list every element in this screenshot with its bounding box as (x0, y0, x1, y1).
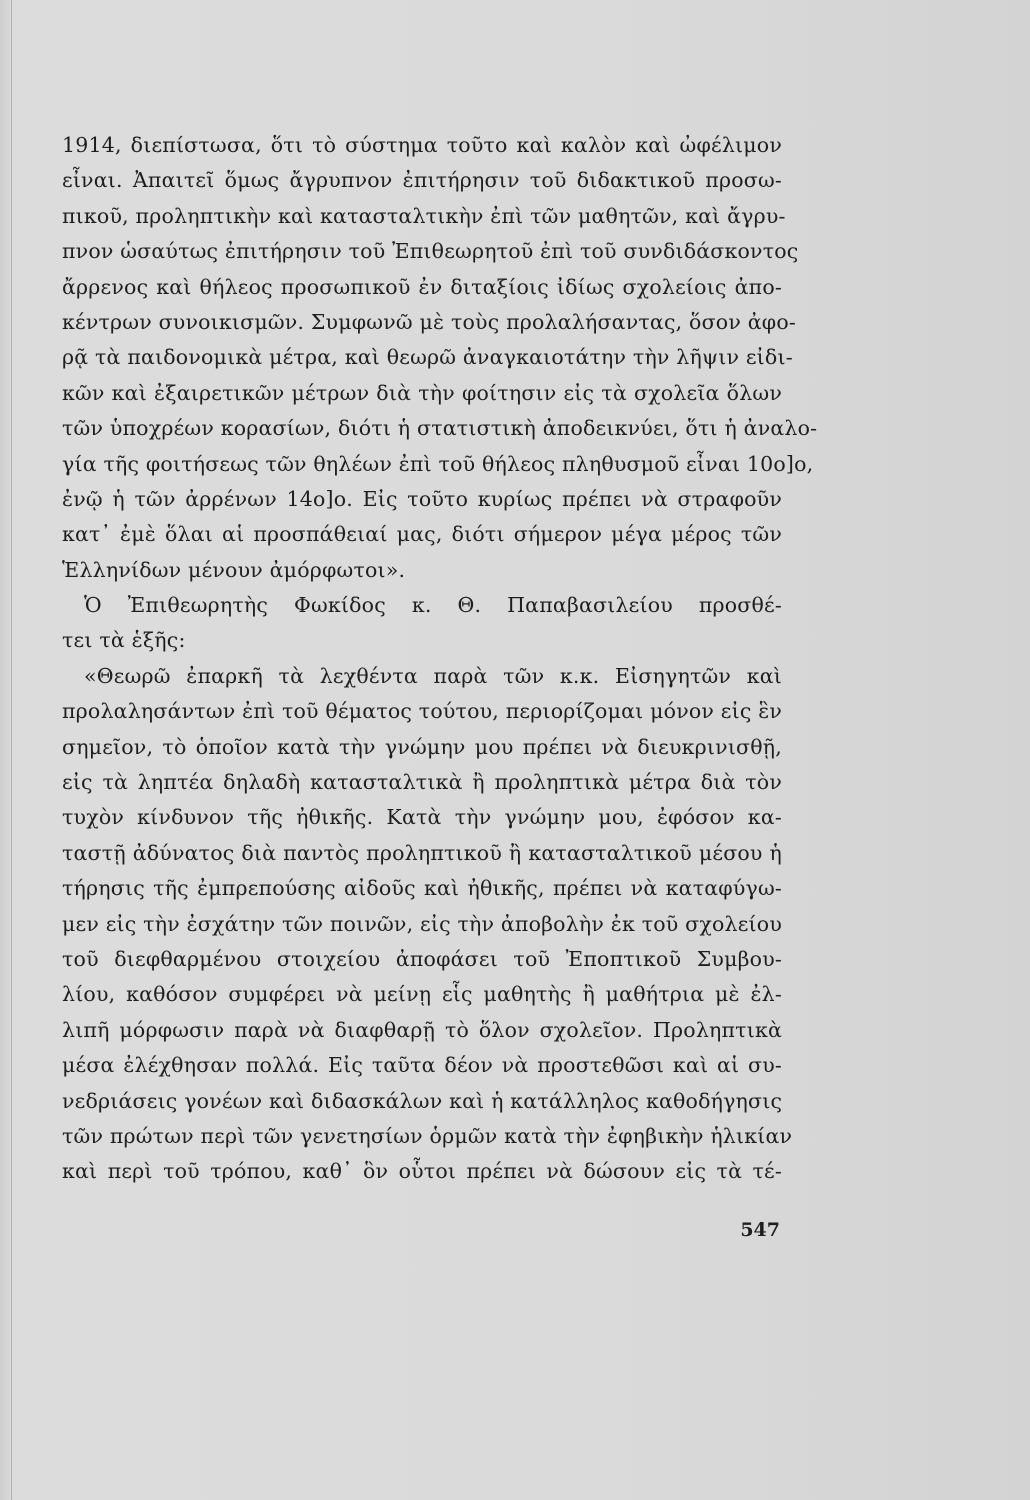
text-line: εἶναι. Ἀπαιτεῖ ὅμως ἄγρυπνον ἐπιτήρησιν τοῦ διδακτικοῦ προσω- (62, 168, 782, 193)
text-line: γία τῆς φοιτήσεως τῶν θηλέων ἐπὶ τοῦ θήλεος πληθυσμοῦ εἶναι 10ο]ο, (62, 451, 814, 476)
text-line: τήρησις τῆς ἐμπρεπούσης αἰδοῦς καὶ ἠθικῆς, πρέπει νὰ καταφύγω- (62, 876, 782, 901)
text-line: πνον ὡσαύτως ἐπιτήρησιν τοῦ Ἐπιθεωρητοῦ ἐπὶ τοῦ συνδιδάσκοντος (62, 239, 799, 264)
text-line: προλαλησάντων ἐπὶ τοῦ θέματος τούτου, περιορίζομαι μόνον εἰς ἓν (62, 699, 783, 724)
text-line: ἄρρενος καὶ θήλεος προσωπικοῦ ἐν διταξίοις ἰδίως σχολείοις ἀπο- (62, 274, 782, 299)
text-line: κατ᾽ ἐμὲ ὅλαι αἱ προσπάθειαί μας, διότι σήμερον μέγα μέρος τῶν (62, 522, 782, 547)
text-line: κῶν καὶ ἐξαιρετικῶν μέτρων διὰ τὴν φοίτησιν εἰς τὰ σχολεῖα ὅλων (62, 380, 782, 405)
body-text (62, 128, 818, 1190)
text-line: μεν εἰς τὴν ἐσχάτην τῶν ποινῶν, εἰς τὴν ἀποβολὴν ἐκ τοῦ σχολείου (62, 911, 782, 936)
text-line: τει τὰ ἑξῆς: (62, 628, 186, 653)
page-edge-shadow (11, 0, 12, 1500)
text-line: Ἑλληνίδων μένουν ἀμόρφωτοι». (62, 557, 406, 582)
text-line: τοῦ διεφθαρμένου στοιχείου ἀποφάσει τοῦ Ἐποπτικοῦ Συμβου- (62, 946, 782, 971)
text-line: τῶν ὑποχρέων κορασίων, διότι ἡ στατιστικὴ ἀποδεικνύει, ὅτι ἡ ἀναλο- (62, 416, 818, 441)
text-line: 1914, διεπίστωσα, ὅτι τὸ σύστημα τοῦτο καὶ καλὸν καὶ ὠφέλιμον (62, 133, 782, 157)
text-line: κέντρων συνοικισμῶν. Συμφωνῶ μὲ τοὺς προλαλήσαντας, ὅσον ἀφο- (62, 309, 796, 334)
text-line: ἐνῷ ἡ τῶν ἀρρένων 14ο]ο. Εἰς τοῦτο κυρίως πρέπει νὰ στραφοῦν (62, 486, 782, 511)
text-line: «Θεωρῶ ἐπαρκῆ τὰ λεχθέντα παρὰ τῶν κ.κ. Εἰσηγητῶν καὶ (84, 663, 782, 688)
text-line: ρᾷ τὰ παιδονομικὰ μέτρα, καὶ θεωρῶ ἀναγκαιοτάτην τὴν λῆψιν εἰδι- (62, 345, 793, 370)
text-line: λιπῆ μόρφωσιν παρὰ νὰ διαφθαρῇ τὸ ὅλον σχολεῖον. Προληπτικὰ (62, 1017, 782, 1042)
text-line: τῶν πρώτων περὶ τῶν γενετησίων ὁρμῶν κατὰ τὴν ἐφηβικὴν ἡλικίαν (62, 1123, 793, 1148)
text-line: λίου, καθόσον συμφέρει νὰ μείνῃ εἷς μαθητὴς ἢ μαθήτρια μὲ ἐλ- (62, 982, 782, 1007)
text-line: Ὁ Ἐπιθεωρητὴς Φωκίδος κ. Θ. Παπαβασιλείου προσθέ- (84, 593, 782, 618)
text-line: καὶ περὶ τοῦ τρόπου, καθ᾽ ὃν οὗτοι πρέπει νὰ δώσουν εἰς τὰ τέ- (62, 1159, 782, 1184)
text-line: εἰς τὰ ληπτέα δηλαδὴ κατασταλτικὰ ἢ προληπτικὰ μέτρα διὰ τὸν (62, 770, 782, 795)
text-line: νεδριάσεις γονέων καὶ διδασκάλων καὶ ἡ κατάλληλος καθοδήγησις (62, 1088, 783, 1113)
text-line: πικοῦ, προληπτικὴν καὶ κατασταλτικὴν ἐπὶ τῶν μαθητῶν, καὶ ἄγρυ- (62, 203, 786, 228)
text-line: μέσα ἐλέχθησαν πολλά. Εἰς ταῦτα δέον νὰ προστεθῶσι καὶ αἱ συ- (62, 1053, 782, 1078)
page-number: 547 (740, 1219, 780, 1241)
text-line: σημεῖον, τὸ ὁποῖον κατὰ τὴν γνώμην μου πρέπει νὰ διευκρινισθῇ, (62, 734, 782, 759)
text-line: τυχὸν κίνδυνον τῆς ἠθικῆς. Κατὰ τὴν γνώμην μου, ἐφόσον κα- (62, 805, 782, 830)
text-line: ταστῇ ἀδύνατος διὰ παντὸς προληπτικοῦ ἢ κατασταλτικοῦ μέσου ἡ (62, 840, 782, 865)
